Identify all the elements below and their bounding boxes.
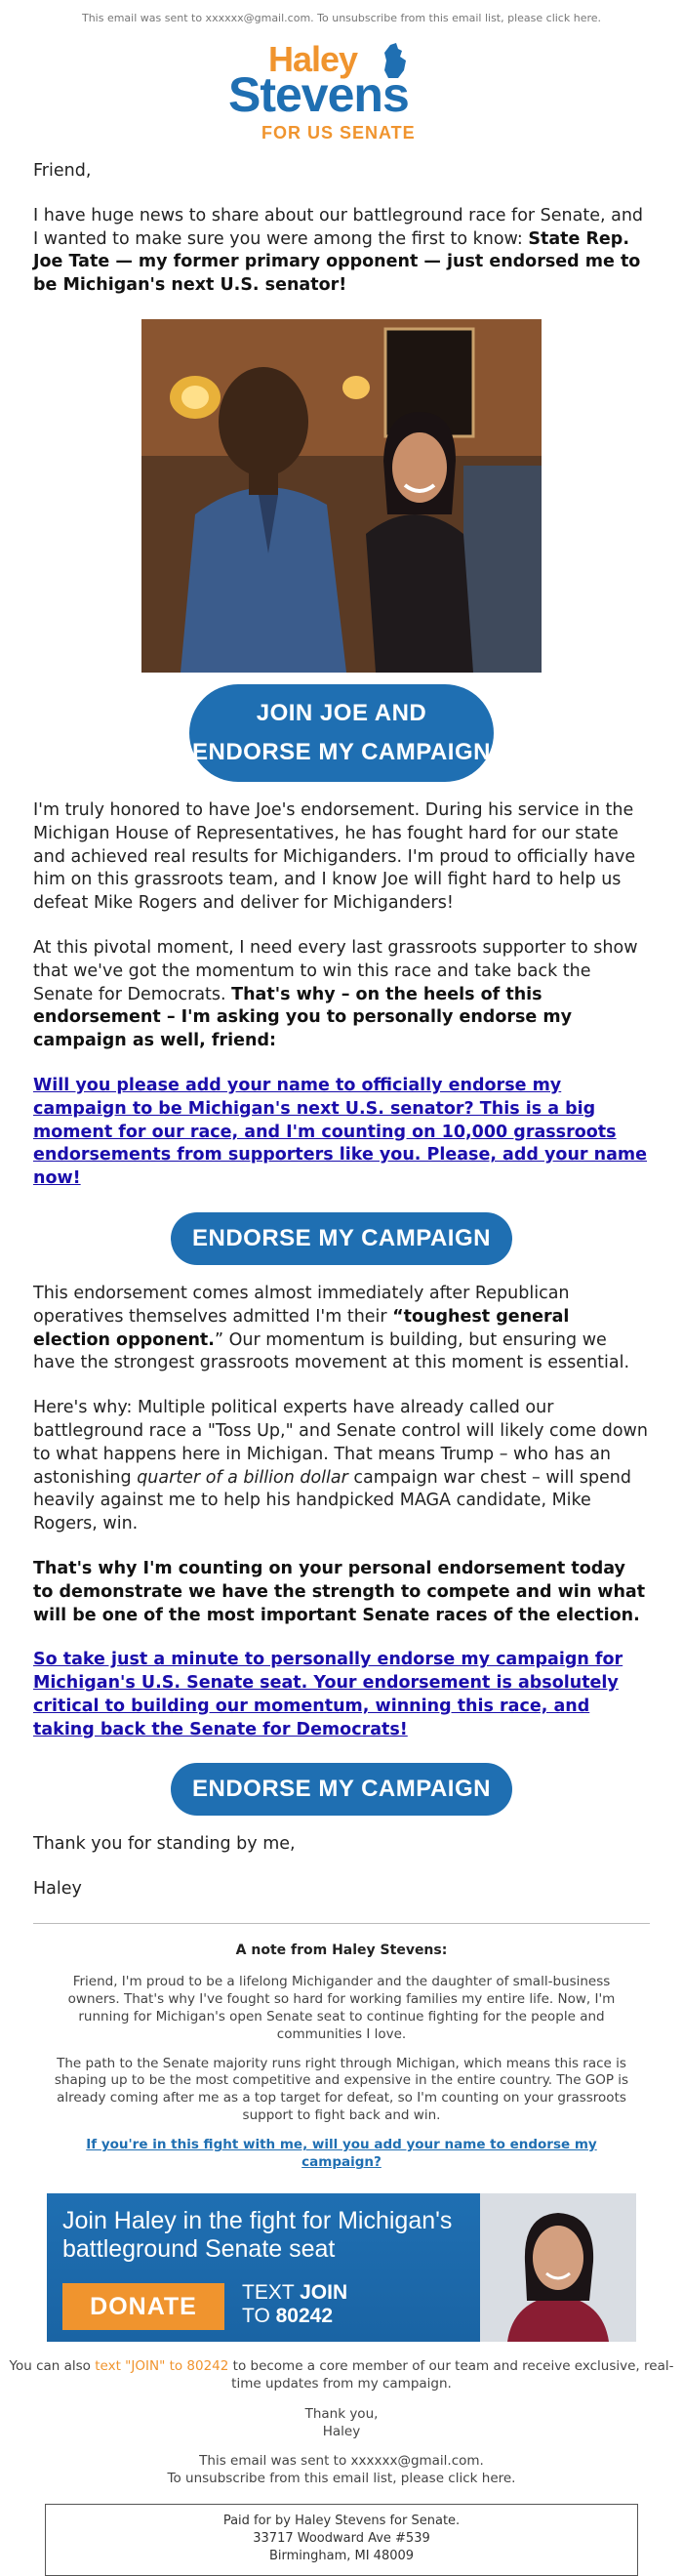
toss-up-text-2: campaign war chest – will spend heavily against me to help his handpicked MAGA candidate, Mike Rogers, win.: [33, 1467, 632, 1534]
endorse-link-paragraph-2: [33, 1649, 650, 1741]
note-from-haley: [0, 1942, 683, 2172]
text-join-paragraph: [0, 2357, 683, 2392]
footer-sent-to: This email was sent to xxxxxx@gmail.com.: [199, 2453, 484, 2470]
footer-thanks: Thank you,: [304, 2405, 379, 2422]
logo-last-name: Stevens: [228, 67, 409, 122]
button-wrap-2: [33, 1212, 650, 1265]
text-join-line-1: [242, 2281, 347, 2305]
footer-name: Haley: [322, 2423, 361, 2439]
intro-paragraph: [33, 205, 650, 298]
banner-headline: Join Haley in the fight for Michigan's battleground Senate seat: [62, 2207, 453, 2264]
toss-up-text-1: Here's why: Multiple political experts have already called our battleground race a "Toss Up," and Senate control will likely come down to what happens here in Michigan. That means Trump – who has an astonishing: [33, 1398, 648, 1488]
text-join-link[interactable]: text "JOIN" to 80242: [95, 2358, 229, 2375]
note-heading: A note from Haley Stevens:: [235, 1942, 448, 1959]
paid-for-line-2: 33717 Woodward Ave #539: [253, 2530, 430, 2546]
toss-up-italic: quarter of a billion dollar: [137, 1467, 348, 1488]
paid-for-line-3: Birmingham, MI 48009: [268, 2548, 415, 2563]
counting-bold: That's why I'm counting on your personal endorsement today to demonstrate we have the strength to compete and win what will be one of the most important Senate races of the election.: [33, 1558, 646, 1625]
join-joe-endorse-button[interactable]: [189, 684, 494, 782]
greeting: Friend,: [33, 161, 92, 181]
counting-paragraph: [33, 1558, 650, 1627]
footer-unsubscribe-link[interactable]: To unsubscribe from this email list, please click here.: [167, 2471, 516, 2487]
endorse-campaign-button-1[interactable]: ENDORSE MY CAMPAIGN: [171, 1212, 512, 1265]
logo-first-name: Haley: [268, 39, 358, 79]
pivotal-text: At this pivotal moment, I need every last grassroots supporter to show that we've got the momentum to win this race and take back the Senate for Democrats.: [33, 937, 638, 1004]
toughest-opponent-paragraph: [33, 1283, 650, 1375]
haley-portrait: [480, 2193, 636, 2342]
toughest-text-2: ” Our momentum is building, but ensuring we have the strongest grassroots movement at this moment is essential.: [33, 1329, 630, 1373]
honored-paragraph: I'm truly honored to have Joe's endorsement. During his service in the Michigan House of Representatives, he has fought hard for our state and achieved real results for Michiganders. I'm proud to officially have him on this grassroots team, and I know Joe will fight hard to help us defeat Mike Rogers and deliver for Michiganders!: [33, 799, 636, 914]
text-label: TEXT: [242, 2281, 301, 2305]
text-join-line-2: [242, 2305, 347, 2328]
intro-bold: State Rep. Joe Tate — my former primary opponent — just endorsed me to be Michigan's next U.S. senator!: [33, 228, 641, 296]
note-cta-link[interactable]: If you're in this fight with me, will you add your name to endorse my campaign?: [86, 2137, 597, 2171]
section-divider: [33, 1923, 650, 1924]
intro-text: I have huge news to share about our battleground race for Senate, and I wanted to make sure you were among the first to know:: [33, 205, 644, 249]
top-unsubscribe-notice[interactable]: This email was sent to xxxxxx@gmail.com. To unsubscribe from this email list, please click here.: [81, 12, 602, 24]
footer-signoff: [0, 2405, 683, 2440]
button-line-1: JOIN JOE AND: [256, 699, 427, 726]
text-join-callout: [242, 2281, 347, 2328]
photo-illustration: [141, 319, 542, 673]
footer-unsubscribe-block: [0, 2452, 683, 2487]
note-paragraph-2: The path to the Senate majority runs right through Michigan, which means this race is shaping up to be the most competitive and expensive in the entire country. The GOP is already coming after me as a top target for defeat, so I'm counting on your grassroots support to fight back and win.: [54, 2055, 629, 2124]
button-wrap-3: [33, 1763, 650, 1816]
endorse-link-paragraph: [33, 1075, 650, 1191]
campaign-logo: [224, 39, 459, 146]
donate-button[interactable]: DONATE: [62, 2283, 224, 2330]
endorsement-photo[interactable]: [141, 319, 542, 673]
donate-banner[interactable]: [47, 2193, 636, 2342]
pivotal-bold: That's why – on the heels of this endorsement – I'm asking you to personally endorse my campaign as well, friend:: [33, 984, 573, 1051]
toughest-text-1: This endorsement comes almost immediately after Republican operatives themselves admitted I'm their: [33, 1283, 570, 1327]
closing-line: Thank you for standing by me,: [33, 1834, 296, 1855]
toughest-bold: “toughest general election opponent.: [33, 1306, 570, 1350]
pivotal-paragraph: [33, 937, 650, 1053]
signature: Haley: [33, 1879, 82, 1900]
toss-up-paragraph: [33, 1397, 650, 1536]
to-label: TO: [242, 2305, 276, 2328]
email-body: [0, 160, 683, 1901]
email-footer: [0, 2357, 683, 2487]
button-wrap-1: [33, 684, 650, 782]
shortcode: 80242: [275, 2305, 334, 2328]
endorse-link-2[interactable]: So take just a minute to personally endorse my campaign for Michigan's U.S. Senate seat. Your endorsement is absolutely critical to building our momentum, winning this race, and taking back the Senate for Democrats!: [33, 1650, 623, 1739]
text-keyword: JOIN: [300, 2281, 348, 2305]
paid-for-line-1: Paid for by Haley Stevens for Senate.: [222, 2513, 461, 2528]
note-cta-paragraph: [47, 2137, 636, 2172]
logo-tagline: FOR US SENATE: [261, 123, 416, 143]
button-line-2: ENDORSE MY CAMPAIGN: [192, 738, 491, 765]
also-text-2: to become a core member of our team and receive exclusive, real-time updates from my campaign.: [228, 2358, 674, 2392]
note-paragraph-1: Friend, I'm proud to be a lifelong Michigander and the daughter of small-business owners. That's why I've fought so hard for working families my entire life. Now, I'm running for Michigan's open Senate seat to continue fighting for the people and communities I love.: [67, 1973, 616, 2042]
paid-for-disclaimer: [45, 2504, 638, 2576]
endorse-link-1[interactable]: Will you please add your name to officially endorse my campaign to be Michigan's next U.S. senator? This is a big moment for our race, and I'm counting on 10,000 grassroots endorsements from supporters like you. Please, add your name now!: [33, 1075, 648, 1189]
also-text-1: You can also: [9, 2358, 96, 2375]
endorse-campaign-button-2[interactable]: ENDORSE MY CAMPAIGN: [171, 1763, 512, 1816]
